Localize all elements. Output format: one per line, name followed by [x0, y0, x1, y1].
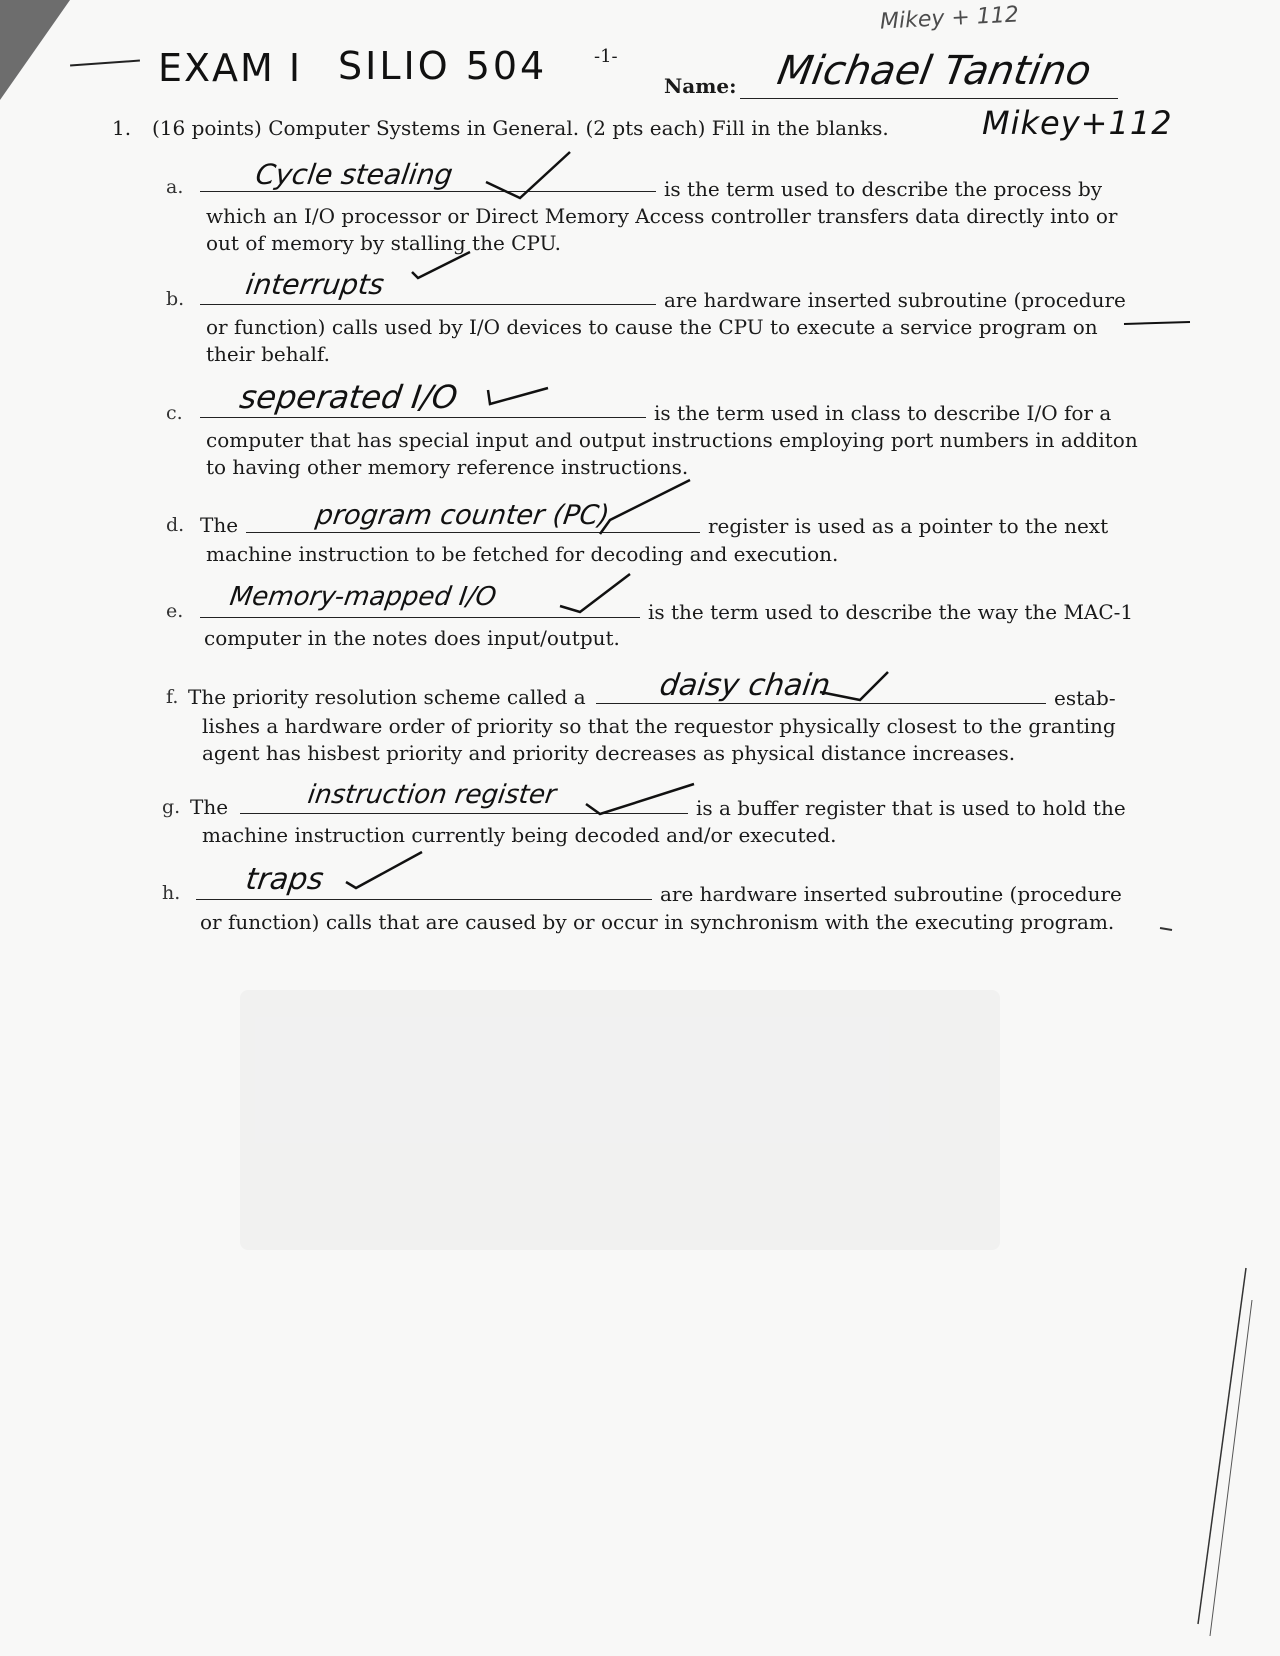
question-prompt: (16 points) Computer Systems in General. (2 pts each) Fill in the blanks.	[152, 116, 889, 140]
item-text-line1: are hardware inserted subroutine (procedure	[664, 288, 1126, 312]
item-prefix: The	[190, 795, 229, 819]
margin-mark-right-2	[1160, 928, 1172, 930]
item-text-line2: or function) calls used by I/O devices to cause the CPU to execute a service program on	[206, 315, 1098, 339]
item-text-line1: are hardware inserted subroutine (procedure	[660, 882, 1122, 906]
edge-line-1	[1198, 1268, 1246, 1624]
item-text-line3: their behalf.	[206, 342, 330, 366]
item-prefix: The priority resolution scheme called a	[188, 685, 586, 709]
exam-title: EXAM I	[158, 46, 303, 90]
item-text-line2: machine instruction to be fetched for decoding and execution.	[206, 542, 839, 566]
item-prefix: The	[200, 513, 239, 537]
item-text-line3: out of memory by stalling the CPU.	[206, 231, 561, 255]
check-mark-f	[820, 672, 888, 700]
item-letter: c.	[166, 402, 183, 424]
check-mark-h	[346, 852, 422, 888]
answer-text: Cycle stealing	[253, 158, 455, 191]
item-text-line2: computer that has special input and output instructions employing port numbers in additon	[206, 428, 1138, 452]
item-text-line1: is the term used in class to describe I/O for a	[654, 401, 1112, 425]
item-text-line3: agent has hisbest priority and priority decreases as physical distance increases.	[202, 741, 1016, 765]
item-letter: d.	[166, 514, 185, 536]
item-text-line1: is the term used to describe the process by	[664, 177, 1103, 201]
answer-text: program counter (PC)	[313, 500, 612, 531]
item-text-line1: estab-	[1054, 686, 1116, 710]
page-number: -1-	[594, 46, 618, 67]
check-mark-d	[600, 480, 690, 534]
question-number: 1.	[112, 116, 132, 140]
course-code: SILIO 504	[338, 44, 548, 88]
check-mark-e	[560, 574, 630, 612]
answer-text: seperated I/O	[237, 378, 460, 416]
answer-text: instruction register	[305, 780, 558, 810]
item-text-line2: or function) calls that are caused by or occur in synchronism with the executing program.	[200, 910, 1115, 934]
item-letter: b.	[166, 288, 185, 310]
answer-text: Memory-mapped I/O	[227, 582, 499, 612]
item-text-line2: machine instruction currently being decoded and/or executed.	[202, 823, 837, 847]
item-text-line2: computer in the notes does input/output.	[204, 626, 620, 650]
item-letter: h.	[162, 882, 181, 904]
top-scribble: Mikey + 112	[879, 2, 1020, 35]
item-text-line2: which an I/O processor or Direct Memory Access controller transfers data directly into or	[206, 204, 1118, 228]
check-mark-g	[586, 784, 694, 814]
answer-text: traps	[243, 862, 326, 897]
margin-mark-right	[1124, 322, 1190, 324]
user-tag: Mikey+112	[982, 104, 1173, 142]
item-text-line1: register is used as a pointer to the next	[708, 514, 1109, 538]
check-mark-b	[412, 252, 470, 278]
item-text-line3: to having other memory reference instructions.	[206, 455, 689, 479]
item-letter: f.	[166, 686, 179, 708]
item-letter: g.	[162, 796, 181, 818]
check-mark-c	[488, 388, 548, 404]
item-text-line2: lishes a hardware order of priority so that the requestor physically closest to the granting	[202, 714, 1116, 738]
answer-text: daisy chain	[657, 668, 833, 703]
item-text-line1: is the term used to describe the way the MAC-1	[648, 600, 1134, 624]
item-letter: e.	[166, 600, 184, 622]
answer-text: interrupts	[243, 268, 387, 301]
name-label: Name:	[664, 74, 737, 98]
item-text-line1: is a buffer register that is used to hold the	[696, 796, 1126, 820]
edge-line-2	[1210, 1300, 1252, 1636]
student-name: Michael Tantino	[773, 48, 1095, 94]
check-mark-a	[486, 152, 570, 198]
item-letter: a.	[166, 176, 184, 198]
